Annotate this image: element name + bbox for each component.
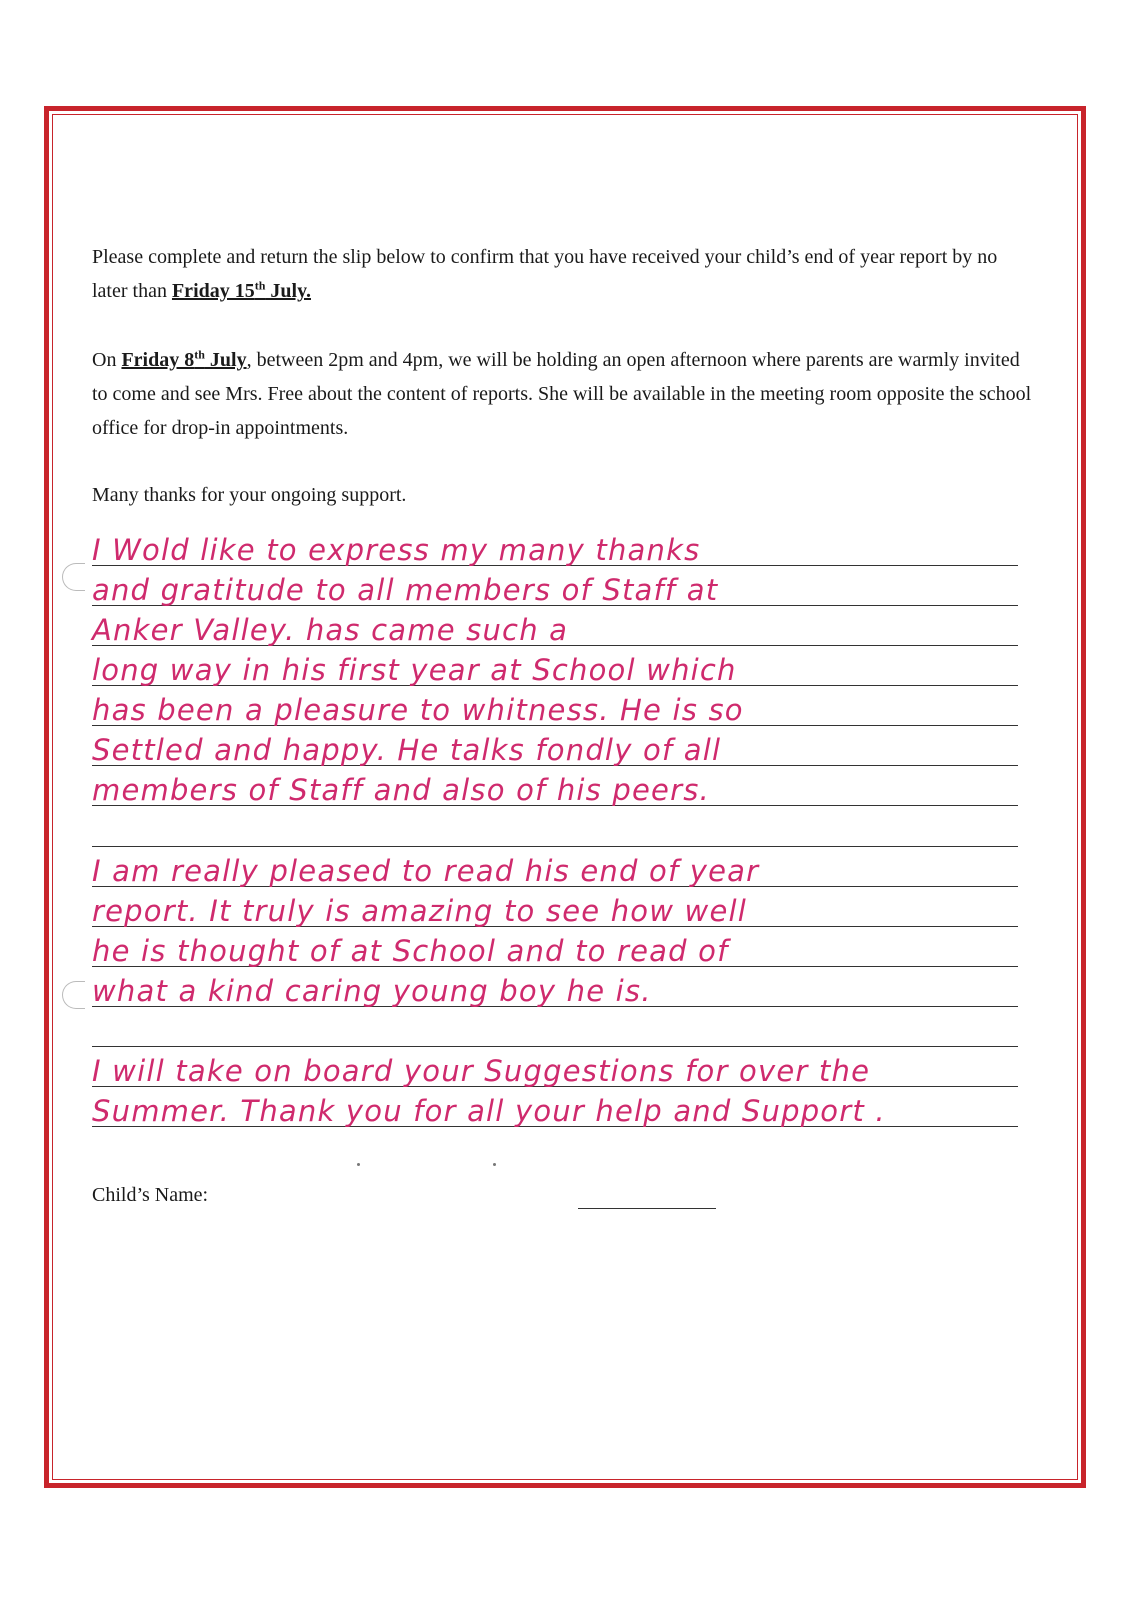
punch-hole-mark bbox=[62, 563, 85, 591]
handwritten-line: members of Staff and also of his peers. bbox=[92, 773, 710, 807]
instruction-text: Please complete and return the slip below to confirm that you have received your child’s end of year report by no later than bbox=[92, 246, 998, 302]
open-afternoon-paragraph bbox=[92, 343, 1032, 445]
writing-line bbox=[92, 846, 1018, 847]
open-afternoon-suffix: th bbox=[194, 347, 205, 362]
child-name-field[interactable] bbox=[578, 1208, 716, 1209]
handwritten-line: I will take on board your Suggestions for over the bbox=[92, 1054, 871, 1088]
handwritten-line: and gratitude to all members of Staff at bbox=[92, 573, 719, 607]
handwritten-line: Summer. Thank you for all your help and Support . bbox=[92, 1094, 886, 1128]
handwritten-line: report. It truly is amazing to see how well bbox=[92, 894, 748, 928]
writing-line bbox=[92, 1046, 1018, 1047]
child-name-label: Child’s Name: bbox=[92, 1184, 209, 1206]
scan-speck bbox=[493, 1163, 496, 1166]
open-afternoon-date bbox=[121, 349, 246, 371]
scan-speck bbox=[357, 1163, 360, 1166]
open-afternoon-day: Friday 8 bbox=[121, 349, 195, 371]
handwritten-line: Anker Valley. has came such a bbox=[92, 613, 569, 647]
return-deadline-month: July. bbox=[265, 280, 311, 302]
open-afternoon-lead: On bbox=[92, 349, 122, 371]
open-afternoon-month: July bbox=[204, 349, 247, 371]
return-deadline bbox=[172, 280, 311, 302]
handwritten-line: I am really pleased to read his end of year bbox=[92, 854, 760, 888]
return-deadline-suffix: th bbox=[254, 278, 266, 293]
open-afternoon-text: , between 2pm and 4pm, we will be holding an open afternoon where parents are warmly invited to come and see Mrs. Free about the content of reports. She will be available in the meeting room opposite the school office for drop-in appointments. bbox=[92, 349, 1032, 439]
punch-hole-mark bbox=[62, 981, 85, 1009]
handwritten-line: I Wold like to express my many thanks bbox=[92, 533, 701, 567]
return-slip-instruction bbox=[92, 240, 1032, 308]
return-deadline-day: Friday 15 bbox=[171, 280, 255, 302]
thanks-line: Many thanks for your ongoing support. bbox=[92, 484, 407, 506]
handwritten-line: what a kind caring young boy he is. bbox=[92, 974, 652, 1008]
handwritten-line: Settled and happy. He talks fondly of all bbox=[92, 733, 722, 767]
handwritten-line: long way in his first year at School which bbox=[92, 653, 737, 687]
handwritten-line: he is thought of at School and to read of bbox=[92, 934, 729, 968]
handwritten-line: has been a pleasure to whitness. He is so bbox=[92, 693, 744, 727]
